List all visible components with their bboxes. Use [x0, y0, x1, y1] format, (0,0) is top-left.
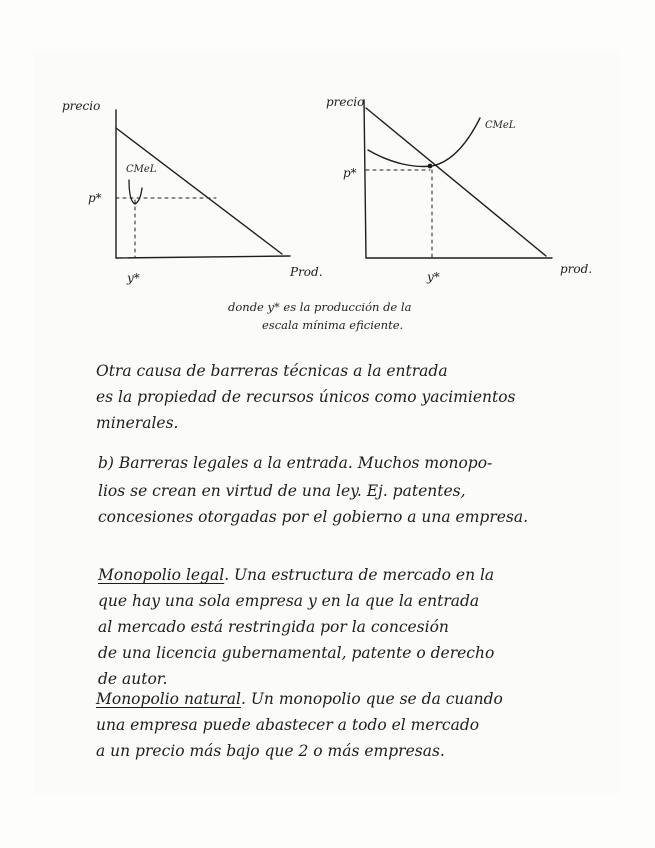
- definition-natural-line-1: . Un monopolio que se da cuando: [241, 690, 503, 708]
- definition-legal-line-1: . Una estructura de mercado en la: [224, 566, 495, 584]
- definition-legal-term: Monopolio legal: [98, 566, 225, 584]
- caption-line-2: escala mínima eficiente.: [262, 318, 404, 332]
- definition-legal-first-line: [98, 566, 494, 584]
- definition-natural-term: Monopolio natural: [96, 690, 241, 708]
- definition-natural-first-line: [96, 690, 503, 708]
- graph-right-demand-line: [366, 108, 546, 256]
- graph-left-price-label: p*: [88, 191, 102, 205]
- graph-left-x-label: Prod.: [290, 265, 323, 279]
- graph-left-quantity-label: y*: [127, 271, 140, 285]
- paragraph-2-line-2: lios se crean en virtud de una ley. Ej. patentes,: [98, 482, 466, 500]
- graph-right-quantity-label: y*: [427, 270, 440, 284]
- paragraph-1-line-2: es la propiedad de recursos únicos como yacimientos: [96, 388, 516, 406]
- paragraph-2-line-3: concesiones otorgadas por el gobierno a una empresa.: [98, 508, 529, 526]
- graph-right-equilibrium-point: [428, 164, 433, 169]
- definition-legal-line-4: de una licencia gubernamental, patente o derecho: [98, 644, 495, 662]
- graph-left-y-label: precio: [62, 99, 101, 113]
- graph-right-x-label: prod.: [560, 262, 593, 276]
- paragraph-1-line-1: Otra causa de barreras técnicas a la entrada: [96, 362, 448, 380]
- graph-right-curve-label: CMeL: [485, 120, 516, 131]
- definition-legal-line-2: que hay una sola empresa y en la que la entrada: [98, 592, 480, 610]
- paragraph-1-line-3: minerales.: [96, 414, 179, 432]
- graph-left-curve-label: CMeL: [126, 164, 157, 175]
- paragraph-2-line-1: b) Barreras legales a la entrada. Muchos monopo-: [98, 454, 493, 472]
- definition-natural-line-2: una empresa puede abastecer a todo el mercado: [96, 716, 480, 734]
- graph-right-y-label: precio: [326, 95, 365, 109]
- definition-legal-line-3: al mercado está restringida por la concesión: [98, 618, 449, 636]
- graph-right-cmel-curve: [368, 118, 480, 166]
- definition-legal-line-5: de autor.: [98, 670, 168, 688]
- graph-right-y-axis: [364, 100, 366, 258]
- graph-right-price-label: p*: [343, 166, 357, 180]
- caption-line-1: donde y* es la producción de la: [228, 300, 412, 314]
- definition-natural-line-3: a un precio más bajo que 2 o más empresas.: [96, 742, 445, 760]
